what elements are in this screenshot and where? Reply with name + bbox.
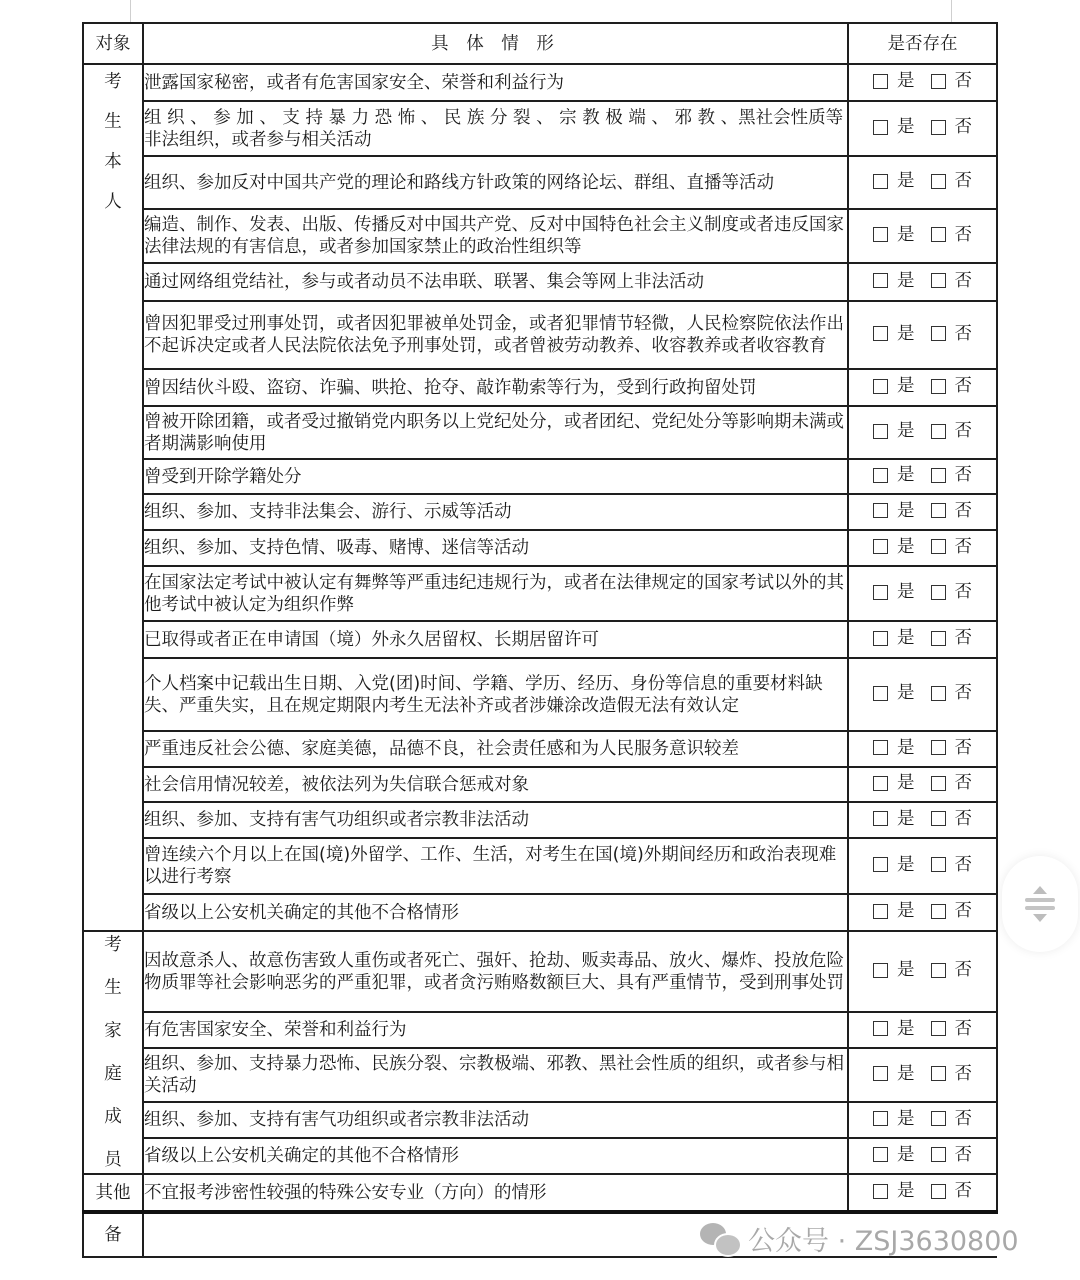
- checkbox-yes[interactable]: [873, 808, 915, 830]
- checkbox-label-yes: 是: [897, 323, 915, 344]
- description-cell: 组织、参加、支持非法集会、游行、示威等活动: [143, 494, 848, 530]
- description-cell: 不宜报考涉密性较强的特殊公安专业（方向）的情形: [143, 1174, 848, 1212]
- checkbox-yes[interactable]: [873, 854, 915, 876]
- checkbox-square-icon[interactable]: [873, 1111, 888, 1126]
- table-row: [83, 658, 997, 731]
- checkbox-square-icon[interactable]: [931, 539, 946, 554]
- description-cell: 省级以上公安机关确定的其他不合格情形: [143, 1138, 848, 1174]
- description-cell: 曾因结伙斗殴、盗窃、诈骗、哄抢、抢夺、敲诈勒索等行为，受到行政拘留处罚: [143, 369, 848, 406]
- checkbox-label-no: 否: [954, 117, 972, 138]
- checkbox-square-icon[interactable]: [931, 857, 946, 872]
- checkbox-label-yes: 是: [897, 808, 915, 829]
- table-row: [83, 156, 997, 209]
- checkbox-label-yes: 是: [897, 270, 915, 291]
- object-label-char: 考: [104, 72, 122, 92]
- object-label-char: 生: [104, 112, 122, 132]
- checkbox-label-no: 否: [954, 683, 972, 704]
- checkbox-square-icon[interactable]: [931, 74, 946, 89]
- exists-cell: [848, 369, 997, 406]
- checkbox-square-icon[interactable]: [873, 174, 888, 189]
- description-cell: 泄露国家秘密，或者有危害国家安全、荣誉和利益行为: [143, 64, 848, 101]
- arrow-down-icon: [1033, 914, 1047, 922]
- object-label-char: 庭: [104, 1064, 122, 1084]
- description-cell: 通过网络组党结社，参与或者动员不法串联、联署、集会等网上非法活动: [143, 263, 848, 301]
- description-cell: 曾连续六个月以上在国(境)外留学、工作、生活，对考生在国(境)外期间经历和政治表现难以进行考察: [143, 838, 848, 894]
- description-cell: 曾受到开除学籍处分: [143, 459, 848, 494]
- object-cell: [83, 64, 143, 931]
- table-row: [83, 64, 997, 101]
- checkbox-no[interactable]: [931, 854, 973, 876]
- checkbox-square-icon[interactable]: [931, 811, 946, 826]
- exists-cell: [848, 894, 997, 931]
- checkbox-square-icon[interactable]: [931, 174, 946, 189]
- object-cell: [83, 1174, 143, 1212]
- checkbox-yes[interactable]: [873, 224, 915, 246]
- checkbox-label-no: 否: [954, 536, 972, 557]
- description-cell: 组织、参加、支持有害气功组织或者宗教非法活动: [143, 1102, 848, 1138]
- checkbox-no[interactable]: [931, 270, 973, 292]
- checkbox-square-icon[interactable]: [873, 776, 888, 791]
- checkbox-square-icon[interactable]: [931, 120, 946, 135]
- checkbox-yes[interactable]: [873, 270, 915, 292]
- floating-scroll-button[interactable]: [1002, 856, 1078, 952]
- checkbox-square-icon[interactable]: [873, 424, 888, 439]
- checkbox-no[interactable]: [931, 420, 973, 442]
- checkbox-square-icon[interactable]: [931, 686, 946, 701]
- checkbox-label-no: 否: [954, 1108, 972, 1129]
- checkbox-square-icon[interactable]: [931, 503, 946, 518]
- exists-cell: [848, 101, 997, 156]
- checkbox-yes[interactable]: [873, 959, 915, 981]
- checkbox-square-icon[interactable]: [873, 273, 888, 288]
- checkbox-label-no: 否: [954, 1181, 972, 1202]
- checkbox-yes[interactable]: [873, 1018, 915, 1040]
- checkbox-label-no: 否: [954, 500, 972, 521]
- checkbox-square-icon[interactable]: [931, 585, 946, 600]
- checkbox-no[interactable]: [931, 959, 973, 981]
- checkbox-square-icon[interactable]: [931, 776, 946, 791]
- checkbox-no[interactable]: [931, 1108, 973, 1130]
- table-row: [83, 1138, 997, 1174]
- object-cell: [83, 931, 143, 1174]
- checkbox-square-icon[interactable]: [931, 1147, 946, 1162]
- checkbox-square-icon[interactable]: [931, 740, 946, 755]
- checkbox-label-no: 否: [954, 71, 972, 92]
- checkbox-yes[interactable]: [873, 1180, 915, 1202]
- exists-cell: [848, 1012, 997, 1048]
- table-row: [83, 731, 997, 767]
- table-row: [83, 621, 997, 658]
- checkbox-label-yes: 是: [897, 901, 915, 922]
- checkbox-no[interactable]: [931, 536, 973, 558]
- checkbox-square-icon[interactable]: [931, 904, 946, 919]
- checkbox-label-yes: 是: [897, 500, 915, 521]
- checkbox-square-icon[interactable]: [873, 503, 888, 518]
- checkbox-no[interactable]: [931, 375, 973, 397]
- exists-cell: [848, 731, 997, 767]
- checkbox-label-no: 否: [954, 582, 972, 603]
- checkbox-square-icon[interactable]: [873, 74, 888, 89]
- checkbox-no[interactable]: [931, 500, 973, 522]
- object-label: 其他: [95, 1182, 131, 1203]
- checkbox-label-yes: 是: [897, 71, 915, 92]
- checkbox-square-icon[interactable]: [873, 1066, 888, 1081]
- checkbox-label-no: 否: [954, 224, 972, 245]
- header-exists: 是否存在: [848, 23, 997, 64]
- checkbox-yes[interactable]: [873, 420, 915, 442]
- checkbox-label-yes: 是: [897, 1108, 915, 1129]
- checkbox-square-icon[interactable]: [873, 740, 888, 755]
- exists-cell: [848, 459, 997, 494]
- exists-cell: [848, 931, 997, 1012]
- checkbox-label-no: 否: [954, 628, 972, 649]
- exists-cell: [848, 530, 997, 566]
- table-row: [83, 263, 997, 301]
- checkbox-square-icon[interactable]: [873, 539, 888, 554]
- description-cell: 曾被开除团籍，或者受过撤销党内职务以上党纪处分，或者团纪、党纪处分等影响期未满或者期满影响使用: [143, 406, 848, 459]
- table-row: [83, 406, 997, 459]
- watermark-text: 公众号 · ZSJ3630800: [748, 1226, 1019, 1257]
- checkbox-label-yes: 是: [897, 224, 915, 245]
- checkbox-label-no: 否: [954, 808, 972, 829]
- checkbox-label-yes: 是: [897, 773, 915, 794]
- checkbox-square-icon[interactable]: [931, 273, 946, 288]
- checkbox-no[interactable]: [931, 1063, 973, 1085]
- checkbox-label-yes: 是: [897, 1181, 915, 1202]
- description-cell: 有危害国家安全、荣誉和利益行为: [143, 1012, 848, 1048]
- exists-cell: [848, 1138, 997, 1174]
- description-cell: 组 织 、 参 加 、 支 持 暴 力 恐 怖 、 民 族 分 裂 、 宗 教 极 端 、 邪 教 、黑社会性质等非法组织，或者参与相关活动: [143, 101, 848, 156]
- checkbox-label-no: 否: [954, 171, 972, 192]
- object-label-char: 人: [104, 192, 122, 212]
- object-label-char: 本: [104, 152, 122, 172]
- object-label-char: 成: [104, 1107, 122, 1127]
- checkbox-yes[interactable]: [873, 70, 915, 92]
- object-label-char: 员: [104, 1150, 122, 1170]
- checkbox-yes[interactable]: [873, 737, 915, 759]
- description-cell: 个人档案中记载出生日期、入党(团)时间、学籍、学历、经历、身份等信息的重要材料缺失、严重失实，且在规定期限内考生无法补齐或者涉嫌涂改造假无法有效认定: [143, 658, 848, 731]
- checkbox-no[interactable]: [931, 1180, 973, 1202]
- checkbox-yes[interactable]: [873, 375, 915, 397]
- handle-bar-icon: [1025, 906, 1055, 910]
- checkbox-square-icon[interactable]: [873, 963, 888, 978]
- description-cell: 组织、参加、支持暴力恐怖、民族分裂、宗教极端、邪教、黑社会性质的组织，或者参与相关活动: [143, 1048, 848, 1102]
- checkbox-label-no: 否: [954, 1144, 972, 1165]
- checkbox-square-icon[interactable]: [873, 1147, 888, 1162]
- checkbox-yes[interactable]: [873, 581, 915, 603]
- exists-cell: [848, 1048, 997, 1102]
- wechat-icon: [700, 1223, 740, 1255]
- checkbox-label-yes: 是: [897, 960, 915, 981]
- checkbox-square-icon[interactable]: [931, 1111, 946, 1126]
- checkbox-square-icon[interactable]: [873, 904, 888, 919]
- exists-cell: [848, 406, 997, 459]
- eligibility-form-table: [82, 22, 998, 1258]
- table-row: [83, 1102, 997, 1138]
- checkbox-label-no: 否: [954, 270, 972, 291]
- exists-cell: [848, 658, 997, 731]
- checkbox-no[interactable]: [931, 1144, 973, 1166]
- table-row: [83, 767, 997, 802]
- checkbox-square-icon[interactable]: [931, 227, 946, 242]
- checkbox-no[interactable]: [931, 116, 973, 138]
- checkbox-square-icon[interactable]: [873, 857, 888, 872]
- checkbox-square-icon[interactable]: [873, 326, 888, 341]
- checkbox-label-yes: 是: [897, 1144, 915, 1165]
- description-cell: 严重违反社会公德、家庭美德，品德不良，社会责任感和为人民服务意识较差: [143, 731, 848, 767]
- checkbox-square-icon[interactable]: [931, 631, 946, 646]
- checkbox-label-no: 否: [954, 421, 972, 442]
- checkbox-label-yes: 是: [897, 117, 915, 138]
- header-description: 具 体 情 形: [143, 23, 848, 64]
- checkbox-square-icon[interactable]: [931, 379, 946, 394]
- exists-cell: [848, 838, 997, 894]
- table-row: [83, 566, 997, 621]
- checkbox-label-no: 否: [954, 960, 972, 981]
- description-cell: 组织、参加、支持有害气功组织或者宗教非法活动: [143, 802, 848, 838]
- table-row: [83, 1174, 997, 1212]
- description-cell: 组织、参加、支持色情、吸毒、赌博、迷信等活动: [143, 530, 848, 566]
- description-cell: 已取得或者正在申请国（境）外永久居留权、长期居留许可: [143, 621, 848, 658]
- object-label-char: 考: [104, 935, 122, 955]
- checkbox-label-no: 否: [954, 854, 972, 875]
- checkbox-label-yes: 是: [897, 737, 915, 758]
- exists-cell: [848, 1174, 997, 1212]
- checkbox-yes[interactable]: [873, 500, 915, 522]
- checkbox-yes[interactable]: [873, 170, 915, 192]
- checkbox-label-no: 否: [954, 323, 972, 344]
- checkbox-square-icon[interactable]: [873, 1021, 888, 1036]
- checkbox-no[interactable]: [931, 1018, 973, 1040]
- description-cell: 省级以上公安机关确定的其他不合格情形: [143, 894, 848, 931]
- table-row: [83, 101, 997, 156]
- checkbox-label-yes: 是: [897, 1063, 915, 1084]
- checkbox-label-yes: 是: [897, 171, 915, 192]
- table-row: [83, 894, 997, 931]
- checkbox-square-icon[interactable]: [931, 963, 946, 978]
- checkbox-no[interactable]: [931, 170, 973, 192]
- table-row: [83, 494, 997, 530]
- checkbox-no[interactable]: [931, 737, 973, 759]
- checkbox-square-icon[interactable]: [931, 468, 946, 483]
- checkbox-square-icon[interactable]: [873, 585, 888, 600]
- checkbox-yes[interactable]: [873, 1108, 915, 1130]
- checkbox-square-icon[interactable]: [873, 811, 888, 826]
- description-cell: 曾因犯罪受过刑事处罚，或者因犯罪被单处罚金，或者犯罪情节轻微，人民检察院依法作出不起诉决定或者人民法院依法免予刑事处罚，或者曾被劳动教养、收容教养或者收容教育: [143, 301, 848, 369]
- checkbox-yes[interactable]: [873, 682, 915, 704]
- table-row: [83, 838, 997, 894]
- table-row: [83, 931, 997, 1012]
- exists-cell: [848, 263, 997, 301]
- description-cell: 在国家法定考试中被认定有舞弊等严重违纪违规行为，或者在法律规定的国家考试以外的其他考试中被认定为组织作弊: [143, 566, 848, 621]
- table-row: [83, 1048, 997, 1102]
- checkbox-square-icon[interactable]: [873, 631, 888, 646]
- object-label-char: 生: [104, 978, 122, 998]
- table-row: [83, 459, 997, 494]
- checkbox-label-no: 否: [954, 901, 972, 922]
- watermark: [700, 1219, 1019, 1258]
- checkbox-yes[interactable]: [873, 1063, 915, 1085]
- table-row: [83, 1012, 997, 1048]
- checkbox-yes[interactable]: [873, 464, 915, 486]
- handle-bar-icon: [1025, 898, 1055, 902]
- checkbox-label-yes: 是: [897, 683, 915, 704]
- description-cell: 组织、参加反对中国共产党的理论和路线方针政策的网络论坛、群组、直播等活动: [143, 156, 848, 209]
- checkbox-label-yes: 是: [897, 536, 915, 557]
- checkbox-square-icon[interactable]: [931, 1021, 946, 1036]
- description-cell: 社会信用情况较差，被依法列为失信联合惩戒对象: [143, 767, 848, 802]
- checkbox-no[interactable]: [931, 224, 973, 246]
- exists-cell: [848, 1102, 997, 1138]
- table-header-row: [83, 23, 997, 64]
- checkbox-label-yes: 是: [897, 421, 915, 442]
- checkbox-yes[interactable]: [873, 323, 915, 345]
- description-cell: 编造、制作、发表、出版、传播反对中国共产党、反对中国特色社会主义制度或者违反国家法律法规的有害信息，或者参加国家禁止的政治性组织等: [143, 209, 848, 263]
- table-row: [83, 369, 997, 406]
- checkbox-square-icon[interactable]: [931, 1184, 946, 1199]
- checkbox-label-no: 否: [954, 1063, 972, 1084]
- checkbox-label-no: 否: [954, 1018, 972, 1039]
- table-row: [83, 530, 997, 566]
- description-cell: 因故意杀人、故意伤害致人重伤或者死亡、强奸、抢劫、贩卖毒品、放火、爆炸、投放危险物质罪等社会影响恶劣的严重犯罪，或者贪污贿赂数额巨大、具有严重情节，受到刑事处罚: [143, 931, 848, 1012]
- checkbox-square-icon[interactable]: [873, 120, 888, 135]
- checkbox-yes[interactable]: [873, 627, 915, 649]
- checkbox-label-yes: 是: [897, 376, 915, 397]
- remarks-label: 备: [83, 1212, 143, 1257]
- checkbox-square-icon[interactable]: [931, 326, 946, 341]
- checkbox-square-icon[interactable]: [873, 468, 888, 483]
- checkbox-yes[interactable]: [873, 116, 915, 138]
- checkbox-label-no: 否: [954, 376, 972, 397]
- checkbox-square-icon[interactable]: [873, 1184, 888, 1199]
- table-row: [83, 209, 997, 263]
- checkbox-no[interactable]: [931, 682, 973, 704]
- exists-cell: [848, 209, 997, 263]
- exists-cell: [848, 767, 997, 802]
- exists-cell: [848, 494, 997, 530]
- table-row: [83, 802, 997, 838]
- exists-cell: [848, 156, 997, 209]
- checkbox-no[interactable]: [931, 772, 973, 794]
- exists-cell: [848, 566, 997, 621]
- checkbox-label-yes: 是: [897, 628, 915, 649]
- checkbox-label-no: 否: [954, 465, 972, 486]
- checkbox-yes[interactable]: [873, 772, 915, 794]
- checkbox-square-icon[interactable]: [931, 1066, 946, 1081]
- exists-cell: [848, 64, 997, 101]
- checkbox-yes[interactable]: [873, 1144, 915, 1166]
- arrow-up-icon: [1033, 886, 1047, 894]
- checkbox-square-icon[interactable]: [873, 686, 888, 701]
- object-label-char: 家: [104, 1021, 122, 1041]
- checkbox-label-yes: 是: [897, 582, 915, 603]
- checkbox-label-yes: 是: [897, 1018, 915, 1039]
- exists-cell: [848, 301, 997, 369]
- checkbox-no[interactable]: [931, 627, 973, 649]
- header-object: 对象: [83, 23, 143, 64]
- checkbox-label-no: 否: [954, 737, 972, 758]
- exists-cell: [848, 621, 997, 658]
- checkbox-no[interactable]: [931, 464, 973, 486]
- checkbox-square-icon[interactable]: [931, 424, 946, 439]
- checkbox-no[interactable]: [931, 900, 973, 922]
- checkbox-no[interactable]: [931, 70, 973, 92]
- checkbox-yes[interactable]: [873, 900, 915, 922]
- checkbox-no[interactable]: [931, 323, 973, 345]
- checkbox-yes[interactable]: [873, 536, 915, 558]
- table-row: [83, 301, 997, 369]
- checkbox-no[interactable]: [931, 808, 973, 830]
- checkbox-label-yes: 是: [897, 465, 915, 486]
- checkbox-no[interactable]: [931, 581, 973, 603]
- page-margin-right: [951, 0, 952, 22]
- exists-cell: [848, 802, 997, 838]
- checkbox-square-icon[interactable]: [873, 379, 888, 394]
- checkbox-label-no: 否: [954, 773, 972, 794]
- checkbox-square-icon[interactable]: [873, 227, 888, 242]
- checkbox-label-yes: 是: [897, 854, 915, 875]
- page-margin-left: [130, 0, 131, 22]
